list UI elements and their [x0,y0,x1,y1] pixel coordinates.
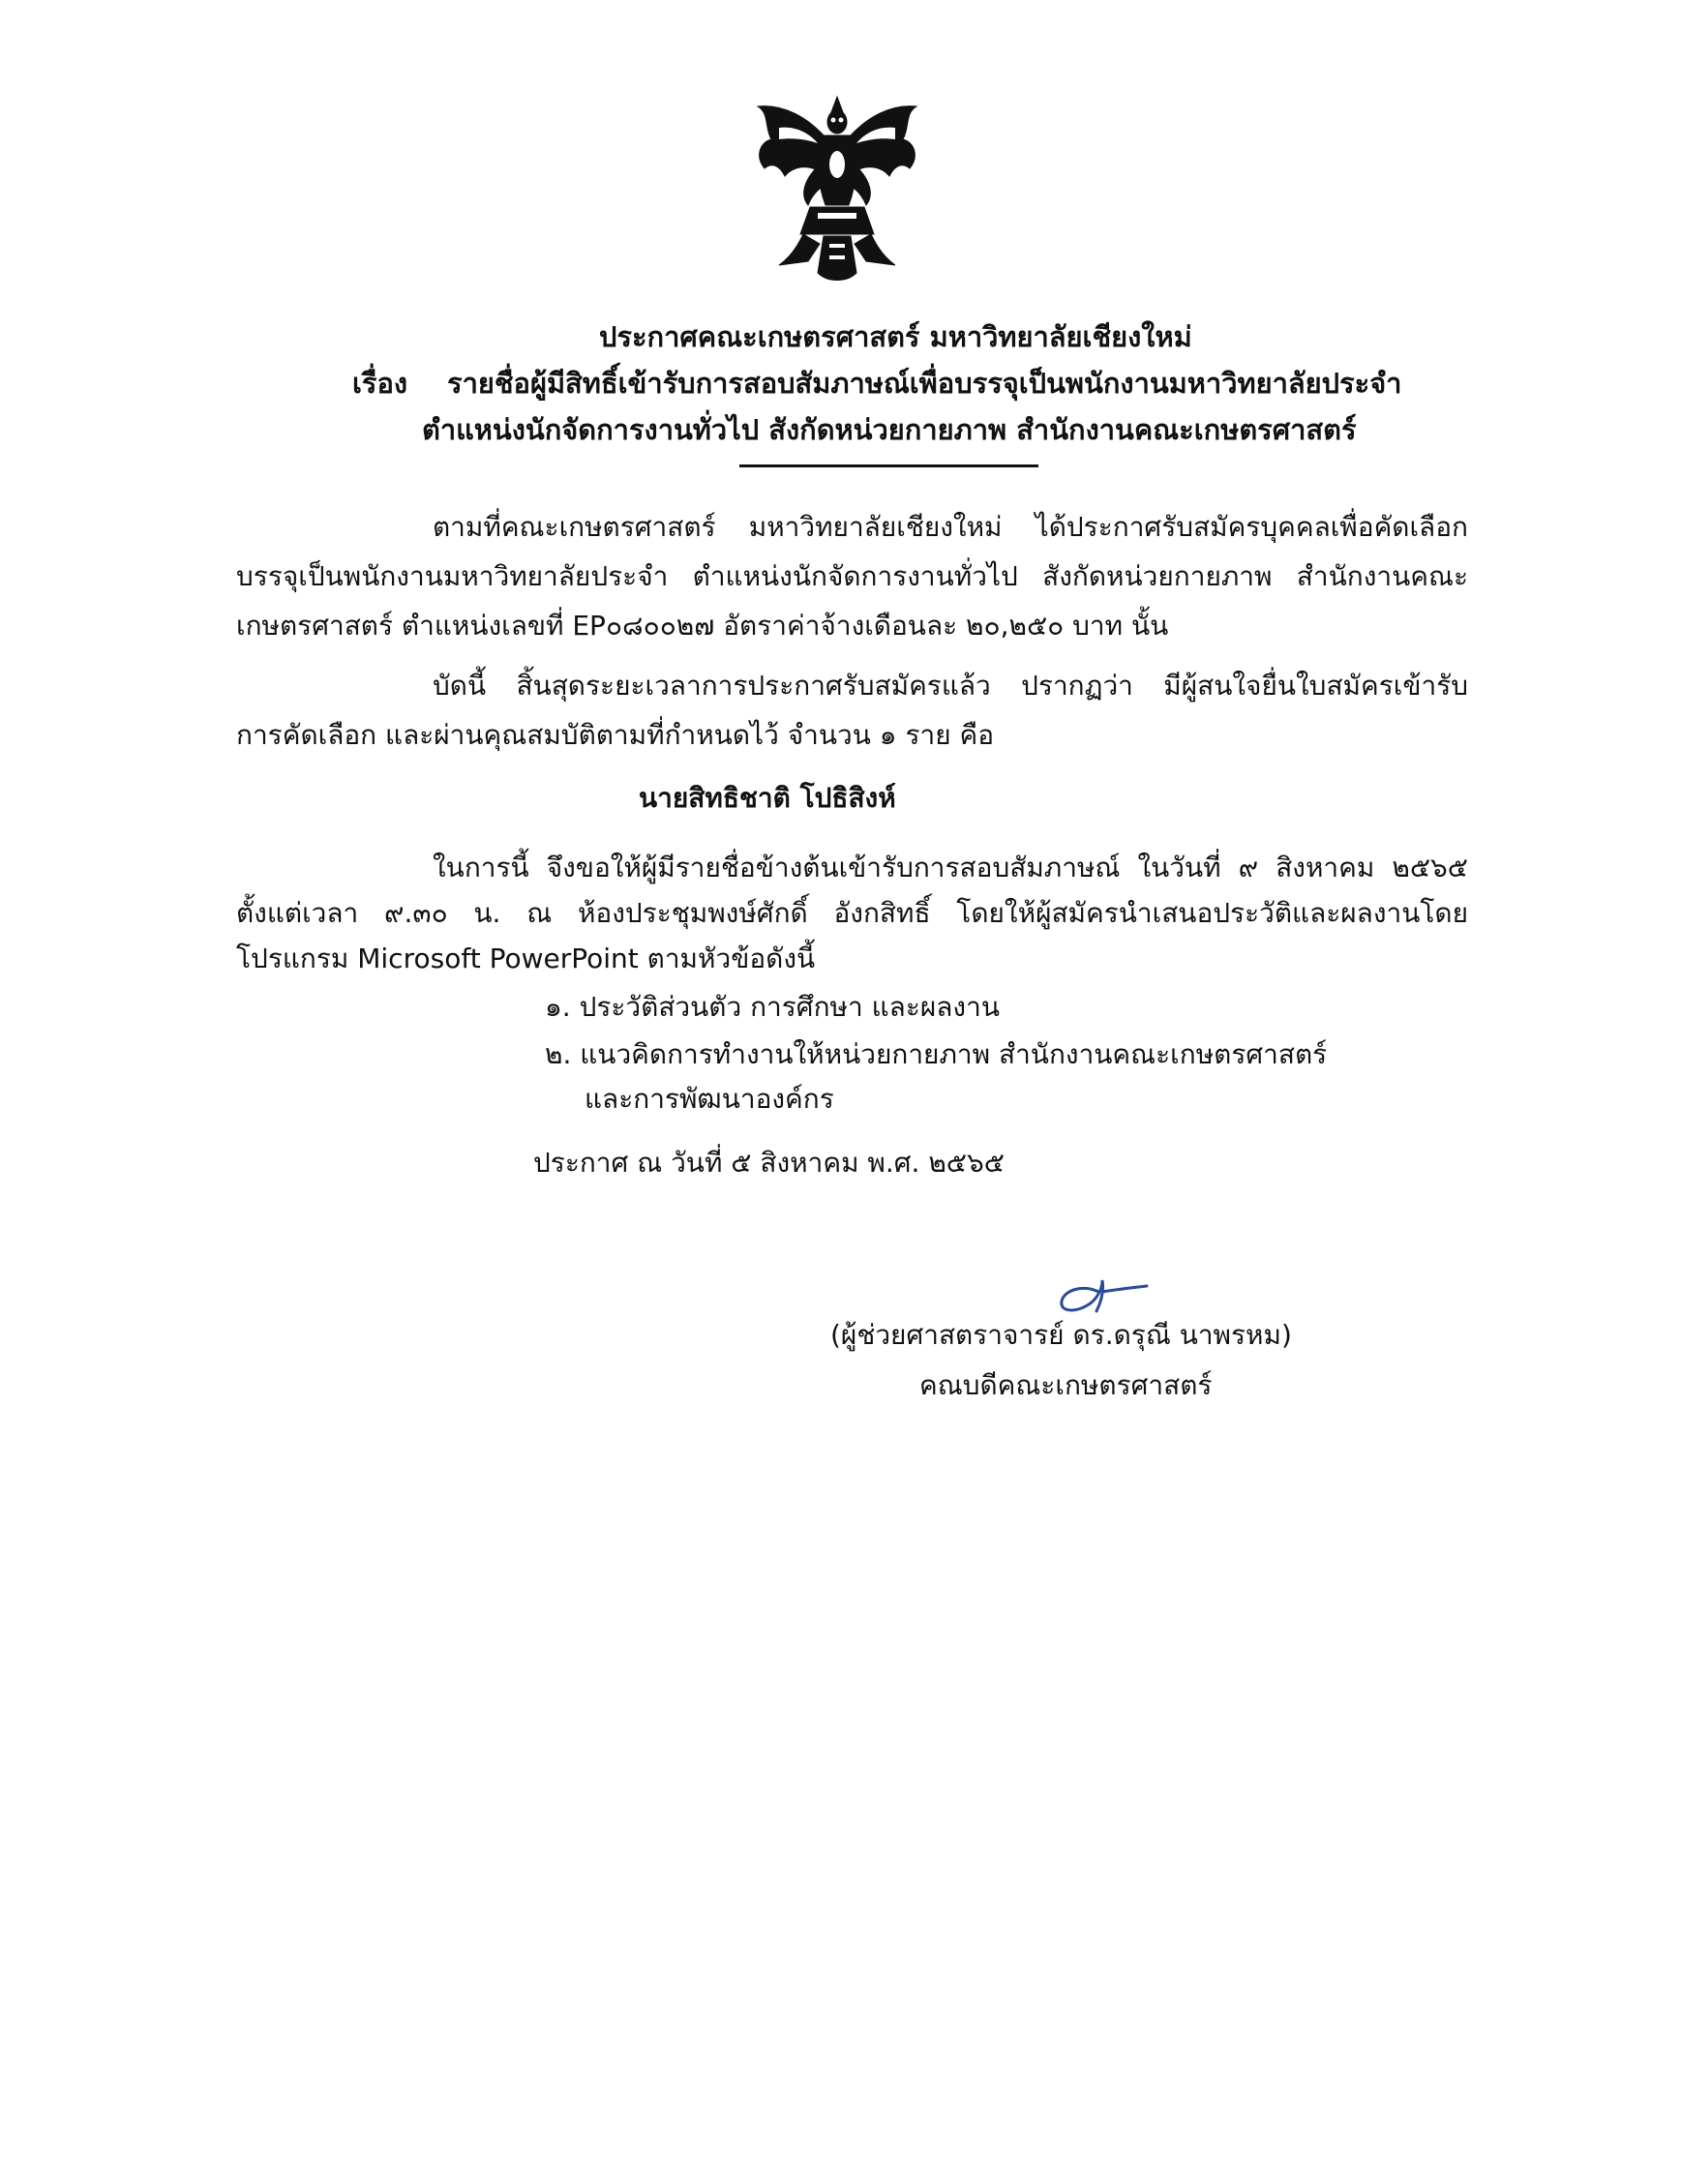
topic-2-line-1: ๒. แนวคิดการทำงานให้หน่วยกายภาพ สำนักงานคณะเกษตรศาสตร์ [545,1038,1328,1070]
candidate-name: นายสิทธิชาติ โปธิสิงห์ [639,782,896,814]
signatory-name: (ผู้ช่วยศาสตราจารย์ ดร.ดรุณี นาพรหม) [830,1319,1292,1351]
signatory-position: คณบดีคณะเกษตรศาสตร์ [919,1369,1213,1401]
paragraph-1-line-2: บรรจุเป็นพนักงานมหาวิทยาลัยประจำ ตำแหน่งนักจัดการงานทั่วไป สังกัดหน่วยกายภาพ สำนักงานคณะ [236,560,1468,592]
garuda-emblem-icon [750,89,924,287]
paragraph-3-line-2: ตั้งแต่เวลา ๙.๓๐ น. ณ ห้องประชุมพงษ์ศักดิ์ อังกสิทธิ์ โดยให้ผู้สมัครนำเสนอประวัติและผลงานโดย [236,897,1468,929]
announce-date: ประกาศ ณ วันที่ ๕ สิงหาคม พ.ศ. ๒๕๖๕ [533,1147,1005,1179]
subject-line-2: ตำแหน่งนักจัดการงานทั่วไป สังกัดหน่วยกายภาพ สำนักงานคณะเกษตรศาสตร์ [422,413,1357,446]
subject-line-1: รายชื่อผู้มีสิทธิ์เข้ารับการสอบสัมภาษณ์เพื่อบรรจุเป็นพนักงานมหาวิทยาลัยประจำ [447,367,1402,400]
paragraph-1-line-3: เกษตรศาสตร์ ตำแหน่งเลขที่ EP๐๘๐๐๒๗ อัตราค่าจ้างเดือนละ ๒๐,๒๕๐ บาท นั้น [236,610,1169,642]
subject-label: เรื่อง [352,367,408,400]
paragraph-2-line-2: การคัดเลือก และผ่านคุณสมบัติตามที่กำหนดไว้ จำนวน ๑ ราย คือ [236,719,995,751]
topic-1: ๑. ประวัติส่วนตัว การศึกษา และผลงาน [545,991,1000,1023]
paragraph-2-line-1: บัดนี้ สิ้นสุดระยะเวลาการประกาศรับสมัครแล้ว ปรากฏว่า มีผู้สนใจยื่นใบสมัครเข้ารับ [433,670,1468,702]
paragraph-3-line-3: โปรแกรม Microsoft PowerPoint ตามหัวข้อดังนี้ [236,942,816,974]
paragraph-3-line-1: ในการนี้ จึงขอให้ผู้มีรายชื่อข้างต้นเข้ารับการสอบสัมภาษณ์ ในวันที่ ๙ สิงหาคม ๒๕๖๕ [433,852,1468,883]
paragraph-1-line-1: ตามที่คณะเกษตรศาสตร์ มหาวิทยาลัยเชียงใหม่ ได้ประกาศรับสมัครบุคคลเพื่อคัดเลือก [433,511,1468,543]
header-divider [739,464,1038,467]
announcement-title: ประกาศคณะเกษตรศาสตร์ มหาวิทยาลัยเชียงใหม่ [599,320,1192,353]
signature-mark [1050,1263,1156,1321]
topic-2-line-2: และการพัฒนาองค์กร [585,1083,834,1115]
